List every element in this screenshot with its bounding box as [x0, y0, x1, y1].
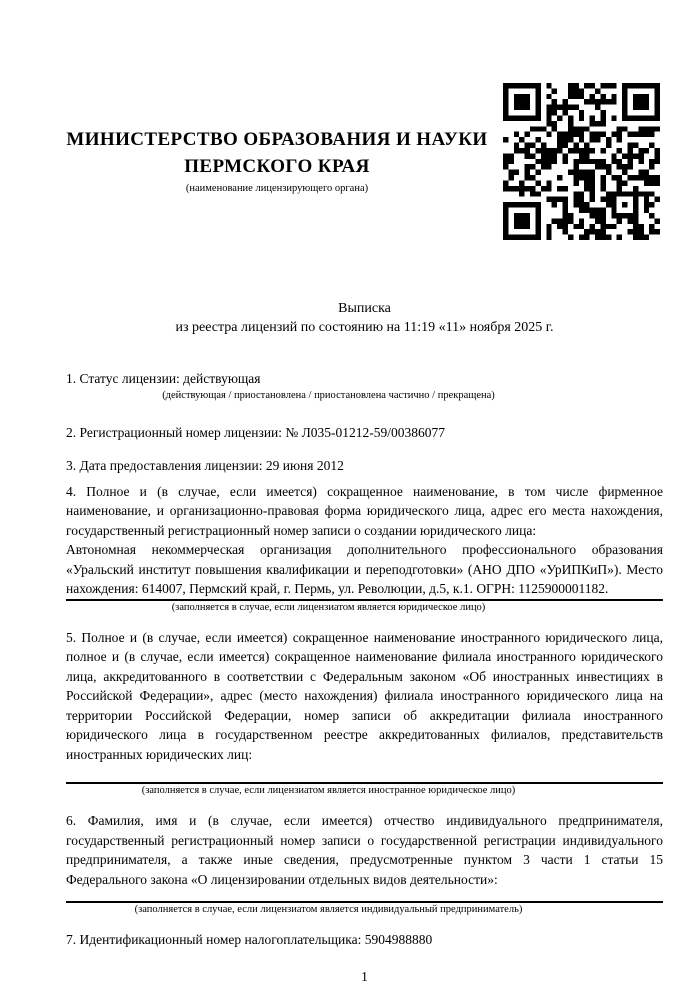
item-foreign-entity-intro: 5. Полное и (в случае, если имеется) сокращенное наименование иностранного юридического лица, полное и (в случае, если имеется) сокращенное наименование филиала иностранного юридического лица, аккредитованного в соответствии с Федеральным законом «Об иностранных инвестициях в Российской Федерации», адрес (место нахождения) филиала иностранного юридического лица на территории Российской Федерации, номер записи об аккредитации филиала иностранного юридического лица в государственном реестре аккредитованных филиалов, представительств иностранных юридических лиц: — [66, 629, 663, 762]
authority-caption: (наименование лицензирующего органа) — [185, 183, 369, 194]
items-list — [66, 369, 663, 986]
item-foreign-entity-note: (заполняется в случае, если лицензиатом является иностранное юридическое лицо) — [141, 785, 516, 796]
ministry-name-line2: ПЕРМСКОГО КРАЯ — [184, 156, 370, 177]
item-legal-entity-note: (заполняется в случае, если лицензиатом является юридическое лицо) — [171, 601, 486, 613]
document-title-line2: из реестра лицензий по состоянию на 11:19 «11» ноября 2025 г. — [175, 319, 554, 335]
item-license-status-note: (действующая / приостановлена / приостановлена частично / прекращена) — [162, 389, 495, 401]
item-grant-date: 3. Дата предоставления лицензии: 29 июня 2012 — [66, 458, 344, 473]
item-legal-entity-intro: 4. Полное и (в случае, если имеется) сокращенное наименование, в том числе фирменное наименование, и организационно-правовая форма юридического лица, адрес его места нахождения, государственный регистрационный номер записи о создании юридического лица: — [66, 483, 663, 538]
item-registration-number: 2. Регистрационный номер лицензии: № Л035-01212-59/00386077 — [66, 424, 446, 440]
ministry-name-line1: МИНИСТЕРСТВО ОБРАЗОВАНИЯ И НАУКИ — [66, 129, 488, 150]
qr-code — [503, 83, 660, 240]
licensing-authority-header — [66, 126, 488, 196]
document-title — [66, 300, 663, 337]
item-individual-note: (заполняется в случае, если лицензиатом является индивидуальный предприниматель) — [134, 904, 523, 915]
document-content — [0, 126, 700, 986]
item-inn: 7. Идентификационный номер налогоплательщика: 5904988880 — [66, 932, 433, 947]
item-individual-intro: 6. Фамилия, имя и (в случае, если имеется) отчество индивидуального предпринимателя, государственный регистрационный номер записи о государственной регистрации индивидуального предпринимателя, а также иные сведения, предусмотренные пунктом 3 части 1 статьи 15 Федерального закона «О лицензировании отдельных видов деятельности»: — [66, 813, 663, 887]
item-license-status: 1. Статус лицензии: действующая — [66, 371, 261, 386]
page-number: 1 — [361, 968, 368, 984]
document-title-line1: Выписка — [338, 301, 391, 316]
item-legal-entity-value: Автономная некоммерческая организация дополнительного профессионального образования «Уральский институт повышения квалификации и переподготовки» (АНО ДПО «УрИПКиП»). Место нахождения: 614007, Пермский край, г. Пермь, ул. Революции, д.5, к.1. ОГРН: 1125900001182. — [66, 542, 663, 596]
